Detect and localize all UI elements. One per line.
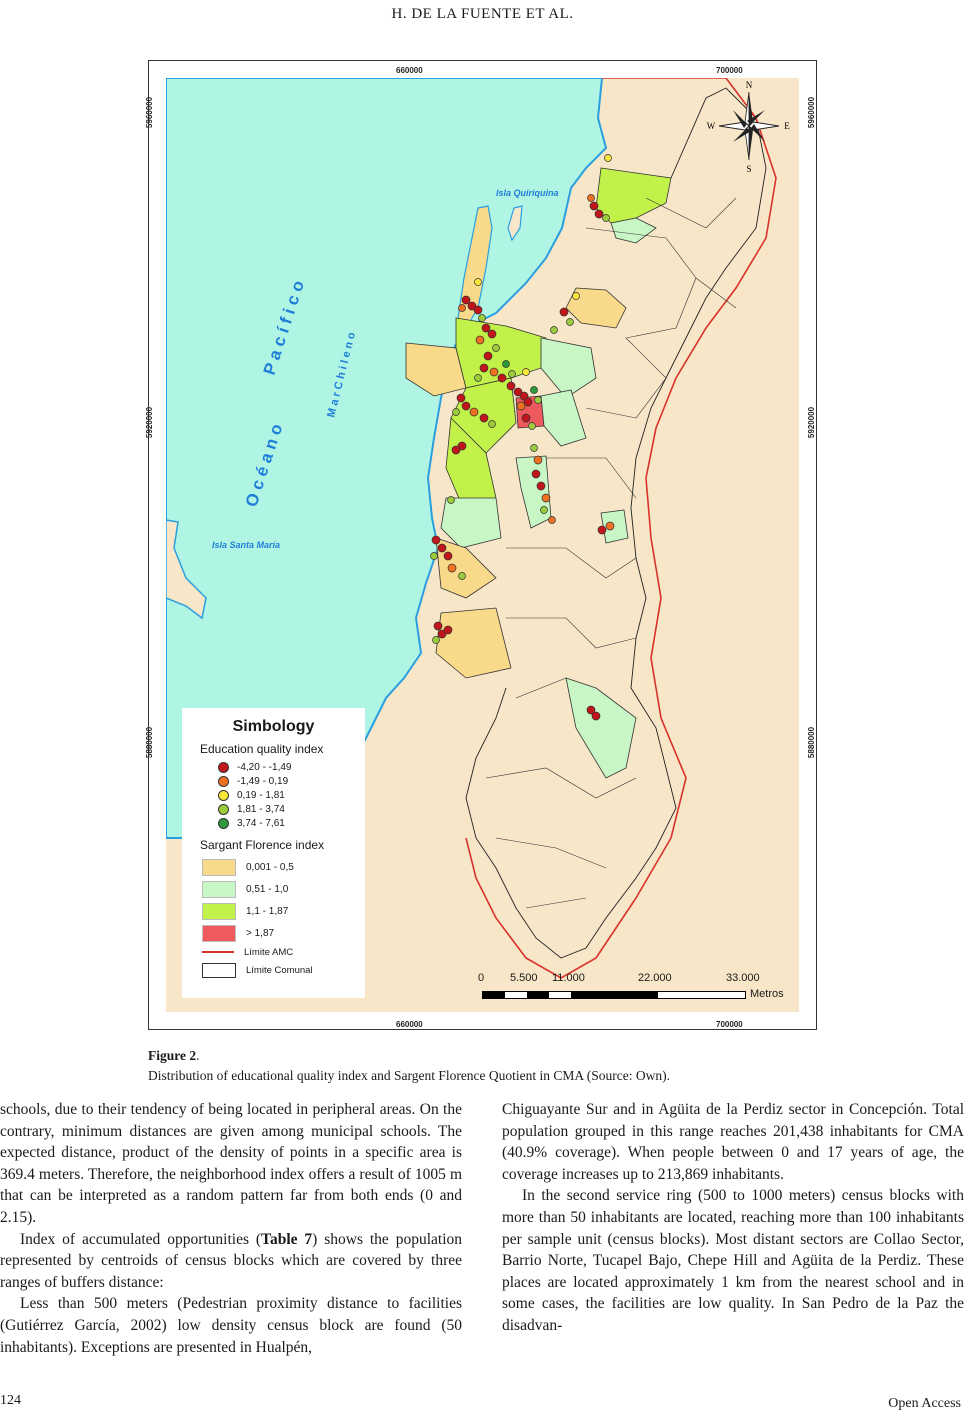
compass-n: N — [745, 80, 753, 90]
label-pacifico: P a c í f i c o — [259, 278, 309, 378]
legend-eqi-item — [218, 760, 355, 774]
legend-point-swatch — [218, 762, 229, 773]
column-left — [0, 1099, 462, 1358]
legend-sf-item — [202, 922, 355, 944]
label-mar-chileno: M a r C h i l e n o — [325, 331, 359, 419]
coord-bottom-left: 660000 — [396, 1020, 423, 1029]
legend-area-swatch — [202, 925, 236, 942]
legend-sf-list — [192, 856, 355, 944]
compass-w: W — [706, 121, 716, 131]
legend-point-swatch — [218, 790, 229, 801]
legend-point-swatch — [218, 818, 229, 829]
left-paragraph-1: schools, due to their tendency of being located in peripheral areas. On the contrary, minimum distances are given among municipal schools. The expected distance, product of the density of points in a specific area is 369.4 meters. Therefore, the neighborhood index offers a result of 1005 m that can be interpreted as a random pattern far from both ends (0 and 2.15). — [0, 1101, 462, 1226]
column-right — [502, 1099, 964, 1337]
legend-sf-label: 1,1 - 1,87 — [246, 905, 289, 917]
legend-limite-amc-label: Límite AMC — [244, 946, 294, 958]
scale-bar-graphic — [482, 991, 746, 999]
page-number: 124 — [0, 1393, 21, 1408]
legend-eqi-label: 1,81 - 3,74 — [237, 803, 285, 815]
legend-sf-label: > 1,87 — [246, 927, 275, 939]
legend-eqi-label: -1,49 - 0,19 — [237, 775, 289, 787]
map-legend — [182, 708, 365, 998]
label-isla-santa-maria: Isla Santa María — [212, 540, 281, 550]
zone-east-mint — [601, 510, 628, 543]
right-paragraph-1: Chiguayante Sur and in Agüita de la Perdiz sector in Concepción. Total population grouped in this range reaches 201,438 inhabitants for CMA (40.9% coverage). When people between 0 and 17 years of age, the coverage increases up to 213,869 inhabitants. — [502, 1101, 964, 1183]
caption-label: Figure 2 — [148, 1048, 197, 1063]
scale-tick-2: 11.000 — [552, 972, 585, 984]
left-paragraph-3: Less than 500 meters (Pedestrian proximity distance to facilities (Gutiérrez García, 2002) low density census block are found (50 inhabitants). Exceptions are presented in Hualpén, — [0, 1295, 462, 1356]
compass-e: E — [784, 121, 790, 131]
boundary-box-swatch — [202, 963, 236, 978]
label-oceano: O c é a n o — [241, 421, 287, 510]
coord-top-left: 660000 — [396, 66, 423, 75]
legend-sf-item — [202, 856, 355, 878]
scale-bar — [478, 972, 788, 1002]
legend-point-swatch — [218, 776, 229, 787]
legend-point-swatch — [218, 804, 229, 815]
scale-tick-1: 5.500 — [510, 972, 538, 984]
legend-area-swatch — [202, 881, 236, 898]
coord-left-bot: 5880000 — [145, 726, 155, 759]
right-paragraph-2: In the second service ring (500 to 1000 meters) census blocks with more than 50 inhabitants are located, reaching more than 100 inhabitants per sample unit (census blocks). Most distant sectors are Collao Sector, Barrio Norte, Tucapel Bajo, Chepe Hill and Agüita de la Perdiz. These places are located approximately 1 km from the nearest school and in some cases, the facilities are low quality. In San Pedro de la Paz the disadvan- — [502, 1187, 964, 1334]
scale-tick-0: 0 — [478, 972, 485, 984]
running-head: H. DE LA FUENTE ET AL. — [391, 6, 574, 22]
coord-left-mid: 5920000 — [145, 406, 155, 439]
legend-area-swatch — [202, 903, 236, 920]
legend-eqi-item — [218, 802, 355, 816]
caption-text: Distribution of educational quality index and Sargent Florence Quotient in CMA (Source: Own). — [148, 1068, 671, 1083]
coord-right-bot: 5880000 — [807, 726, 817, 759]
figure-caption: Figure 2. Distribution of educational quality index and Sargent Florence Quotient in CMA (Source: Own). — [148, 1046, 670, 1086]
legend-eqi-list — [192, 760, 355, 830]
legend-title: Simbology — [232, 718, 315, 735]
legend-sf-item — [202, 878, 355, 900]
coord-bottom-right: 700000 — [716, 1020, 743, 1029]
red-line-swatch — [202, 951, 234, 953]
legend-sf-title: Sargant Florence index — [200, 838, 325, 852]
coord-right-top: 5960000 — [807, 96, 817, 129]
legend-eqi-label: -4,20 - -1,49 — [237, 761, 292, 773]
legend-eqi-item — [218, 788, 355, 802]
compass-s: S — [746, 164, 752, 174]
legend-sf-item — [202, 900, 355, 922]
legend-sf-label: 0,001 - 0,5 — [246, 861, 294, 873]
legend-eqi-title: Education quality index — [200, 742, 324, 756]
legend-eqi-label: 3,74 - 7,61 — [237, 817, 285, 829]
scale-tick-3: 22.000 — [638, 972, 672, 984]
left-p2-start: Index of accumulated opportunities ( — [20, 1230, 262, 1248]
left-p2-end: ) shows the population represented by centroids of census blocks which are covered by three ranges of buffers distance: — [0, 1230, 462, 1291]
scale-tick-4: 33.000 — [726, 972, 760, 984]
legend-area-swatch — [202, 859, 236, 876]
table-7-ref: Table 7 — [261, 1230, 313, 1248]
label-isla-quiriquina: Isla Quiriquina — [496, 188, 559, 198]
coord-left-top: 5960000 — [145, 96, 155, 129]
coord-top-right: 700000 — [716, 66, 743, 75]
legend-eqi-label: 0,19 - 1,81 — [237, 789, 285, 801]
legend-limite-comunal-label: Límite Comunal — [246, 964, 313, 976]
legend-limite-comunal — [202, 962, 355, 978]
legend-limite-amc — [202, 944, 355, 960]
open-access-label: Open Access — [888, 1396, 961, 1411]
legend-eqi-item — [218, 774, 355, 788]
coord-right-mid: 5920000 — [807, 406, 817, 439]
legend-eqi-item — [218, 816, 355, 830]
legend-sf-label: 0,51 - 1,0 — [246, 883, 289, 895]
left-paragraph-2 — [0, 1229, 462, 1294]
scale-unit: Metros — [750, 988, 784, 1000]
